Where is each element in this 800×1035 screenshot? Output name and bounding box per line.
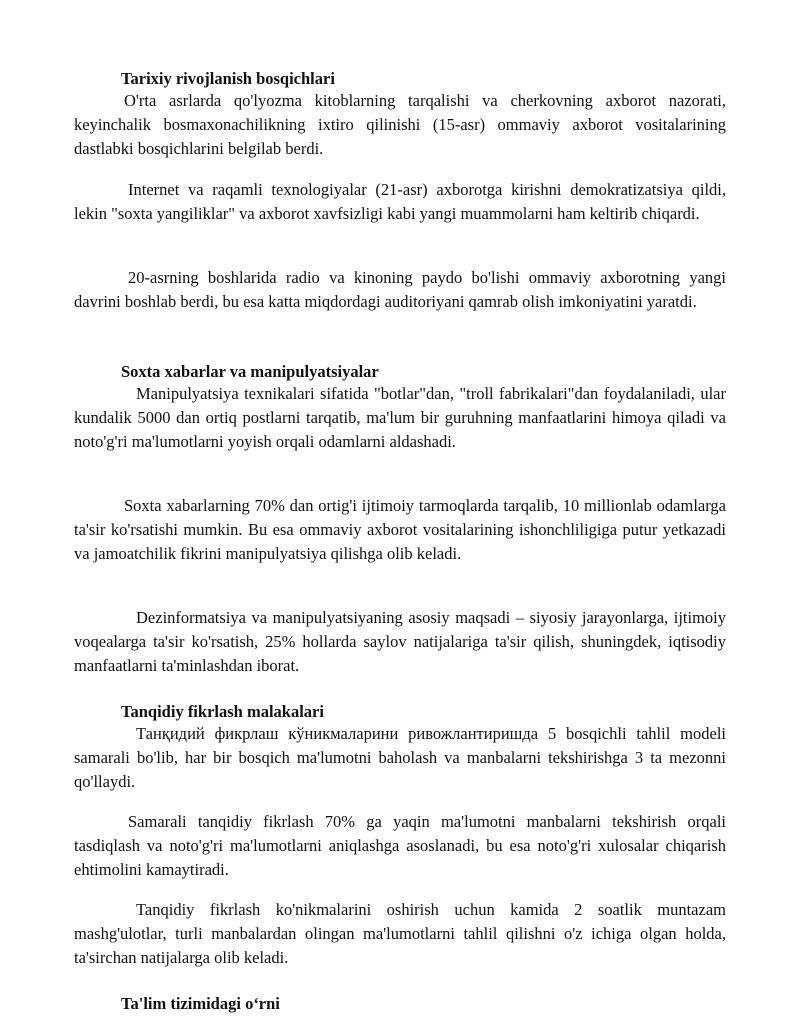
paragraph: Dezinformatsiya va manipulyatsiyaning asosiy maqsadi – siyosiy jarayonlarga, ijtimoiy voqealarga ta'sir ko'rsatish, 25% hollarda saylov natijalariga ta'sir qilish, shuningdek, iqtisodiy manfaatlarni ta'minlashdan iborat. [74,608,726,675]
section-heading-critical-thinking: Tanqidiy fikrlash malakalari [121,702,324,721]
paragraph: Internet va raqamli texnologiyalar (21-asr) axborotga kirishni demokratizatsiya qildi, lekin "soxta yangiliklar" va axborot xavfsizligi kabi yangi muammolarni ham keltirib chiqardi. [74,180,726,223]
paragraph: Samarali tanqidiy fikrlash 70% ga yaqin ma'lumotni manbalarni tekshirish orqali tasdiqlash va noto'g'ri ma'lumotlarni aniqlashga asoslanadi, bu esa noto'g'ri xulosalar chiqarish ehtimolini kamaytiradi. [74,812,726,879]
paragraph: Soxta xabarlarning 70% dan ortig'i ijtimoiy tarmoqlarda tarqalib, 10 millionlab odamlarga ta'sir ko'rsatishi mumkin. Bu esa ommaviy axborot vositalarining ishonchliligiga putur yetkazadi va jamoatchilik fikrini manipulyatsiya qilishga olib keladi. [74,496,726,563]
section-heading-education: Ta'lim tizimidagi o‘rni [121,994,280,1013]
section-heading-history: Tarixiy rivojlanish bosqichlari [121,69,335,88]
paragraph: Танқидий фикрлаш кўникмаларини ривожлантиришда 5 bosqichli tahlil modeli samarali bo'lib, har bir bosqich ma'lumotni baholash va manbalarni tekshirishga 3 ta mezonni qo'llaydi. [74,724,726,791]
paragraph: Tanqidiy fikrlash ko'nikmalarini oshirish uchun kamida 2 soatlik muntazam mashg'ulotlar, turli manbalardan olingan ma'lumotlarni tahlil qilishni o'z ichiga olgan holda, ta'sirchan natijalarga olib keladi. [74,900,726,967]
paragraph: O'rta asrlarda qo'lyozma kitoblarning tarqalishi va cherkovning axborot nazorati, keyinchalik bosmaxonachilikning ixtiro qilinishi (15-asr) ommaviy axborot vositalarining dastlabki bosqichlarini belgilab berdi. [74,91,726,158]
paragraph: 20-asrning boshlarida radio va kinoning paydo bo'lishi ommaviy axborotning yangi davrini boshlab berdi, bu esa katta miqdordagi auditoriyani qamrab olish imkoniyatini yaratdi. [74,268,726,311]
paragraph: Manipulyatsiya texnikalari sifatida "botlar"dan, "troll fabrikalari"dan foydalaniladi, ular kundalik 5000 dan ortiq postlarni tarqatib, ma'lum bir guruhning manfaatlarini himoya qiladi va noto'g'ri ma'lumotlarni yoyish orqali odamlarni aldashadi. [74,384,726,451]
section-heading-fake-news: Soxta xabarlar va manipulyatsiyalar [121,362,379,381]
